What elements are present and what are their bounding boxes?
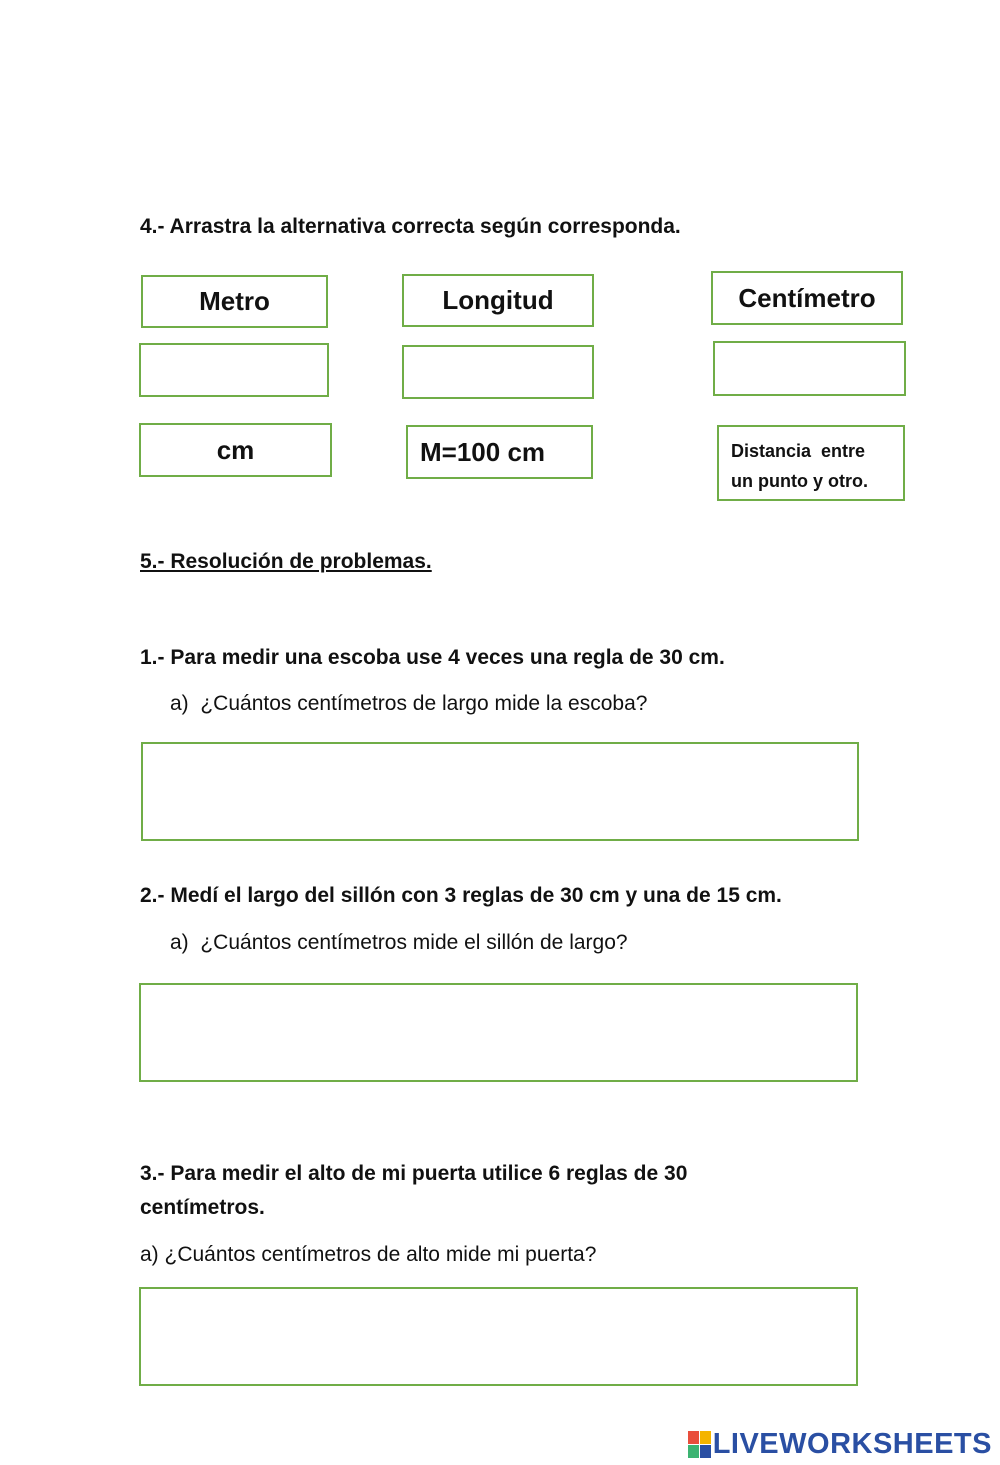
liveworksheets-logo-icon (688, 1431, 711, 1458)
problem-1-question (170, 692, 647, 716)
brand-name: LIVEWORKSHEETS (712, 1428, 992, 1460)
question-label: a) (170, 931, 189, 954)
problem-2-statement: 2.- Medí el largo del sillón con 3 reglas de 30 cm y una de 15 cm. (140, 884, 782, 907)
drop-zone-longitud[interactable] (402, 345, 594, 399)
problem-1-statement: 1.- Para medir una escoba use 4 veces una regla de 30 cm. (140, 646, 725, 669)
answer-box-2[interactable] (139, 983, 858, 1082)
term-centimetro: Centímetro (711, 271, 903, 325)
definition-line-1: Distancia entre (731, 441, 866, 461)
term-longitud: Longitud (402, 274, 594, 327)
drop-zone-metro[interactable] (139, 343, 329, 397)
problem-3-statement-line-2: centímetros. (140, 1196, 265, 1219)
problem-3-statement-line-1: 3.- Para medir el alto de mi puerta utilice 6 reglas de 30 (140, 1162, 688, 1185)
option-cm[interactable]: cm (139, 423, 332, 477)
problem-2-question (170, 931, 628, 955)
liveworksheets-logo (688, 1428, 992, 1461)
section5-title: 5.- Resolución de problemas. (140, 550, 432, 573)
question-label: a) (170, 692, 189, 715)
drop-zone-centimetro[interactable] (713, 341, 906, 396)
term-metro: Metro (141, 275, 328, 328)
question-text: ¿Cuántos centímetros de largo mide la escoba? (200, 692, 648, 715)
definition-line-2: un punto y otro. (731, 471, 868, 491)
option-definition[interactable] (717, 425, 905, 501)
answer-box-1[interactable] (141, 742, 859, 841)
answer-box-3[interactable] (139, 1287, 858, 1386)
problem-3-question: a) ¿Cuántos centímetros de alto mide mi puerta? (140, 1243, 597, 1266)
question-text: ¿Cuántos centímetros mide el sillón de largo? (200, 931, 628, 954)
section4-instruction: 4.- Arrastra la alternativa correcta según corresponda. (140, 215, 681, 238)
option-m-100-cm[interactable]: M=100 cm (406, 425, 593, 479)
